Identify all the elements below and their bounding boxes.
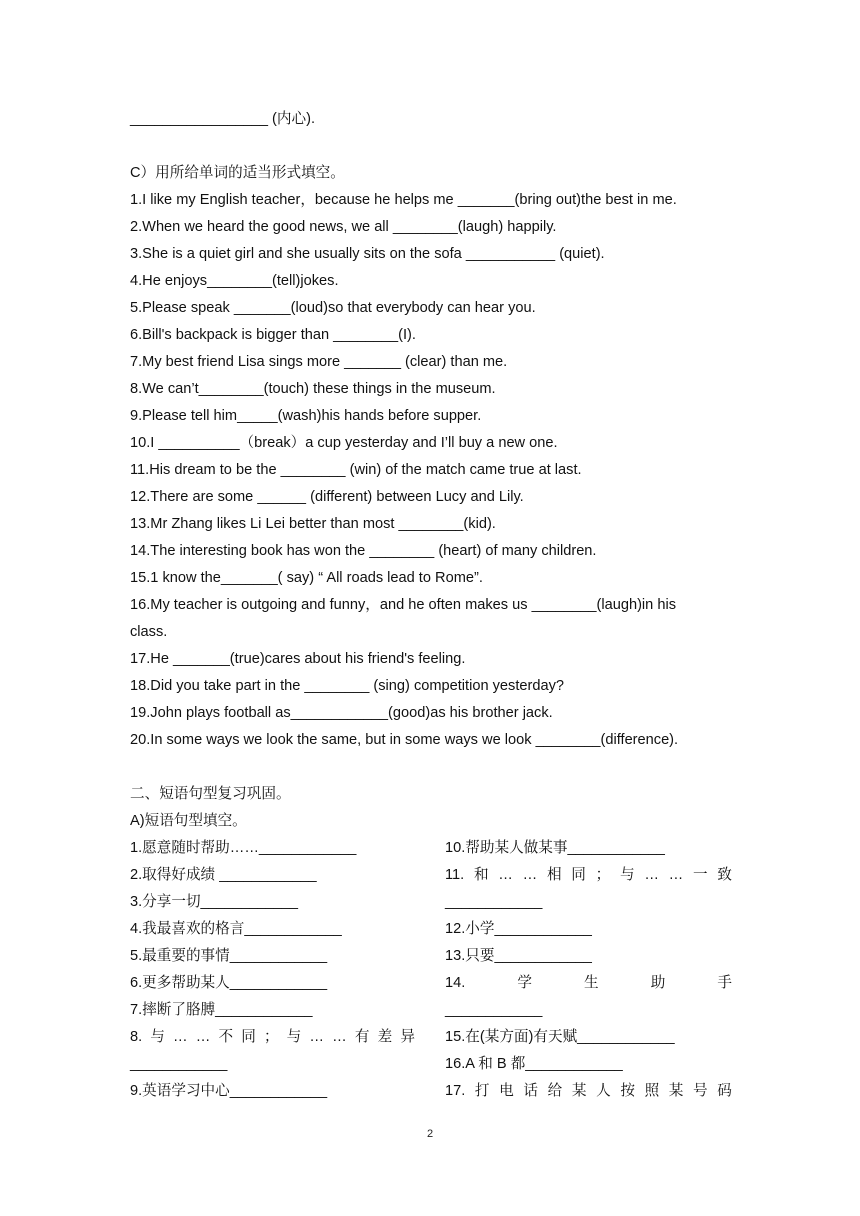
fill-item: 20.In some ways we look the same, but in some ways we look ________(difference).: [130, 732, 679, 748]
fill-item: 17.He _______(true)cares about his friend's feeling.: [130, 651, 466, 667]
phrase-item: 1.愿意随时帮助……____________: [130, 840, 357, 856]
spacer: [130, 133, 732, 160]
phrase-grid: [130, 835, 732, 1105]
phrase-item: 9.英语学习中心____________: [130, 1083, 328, 1099]
phrase-item: 7.摔断了胳膊____________: [130, 1002, 313, 1018]
fill-item: 11.His dream to be the ________ (win) of the match came true at last.: [130, 462, 582, 478]
phrase-item: 2.取得好成绩 ____________: [130, 867, 317, 883]
phrase-item: 16.A 和 B 都____________: [445, 1056, 623, 1072]
phrase-column-left: [130, 835, 445, 1105]
fill-item: 16.My teacher is outgoing and funny，and he often makes us ________(laugh)in his: [130, 597, 677, 613]
fill-item: 10.I __________（break）a cup yesterday and I’ll buy a new one.: [130, 435, 558, 451]
phrase-item: 3.分享一切____________: [130, 894, 298, 910]
phrase-item-11-blank: ____________: [445, 894, 543, 910]
fill-item: 2.When we heard the good news, we all ________(laugh) happily.: [130, 219, 557, 235]
fill-item: 1.I like my English teacher，because he helps me _______(bring out)the best in me.: [130, 192, 677, 208]
fill-item: 13.Mr Zhang likes Li Lei better than most ________(kid).: [130, 516, 496, 532]
fill-item: 19.John plays football as____________(good)as his brother jack.: [130, 705, 553, 721]
phrase-item: 12.小学____________: [445, 921, 592, 937]
fill-item: 6.Bill's backpack is bigger than ________(I).: [130, 327, 416, 343]
worksheet-content: [130, 106, 732, 1105]
section-c-title: C）用所给单词的适当形式填空。: [130, 165, 345, 181]
phrase-column-right: [445, 835, 732, 1105]
fill-item: 14.The interesting book has won the ________ (heart) of many children.: [130, 543, 597, 559]
page-number: 2: [426, 1128, 434, 1140]
phrase-item-11: 11. 和 … … 相 同 ； 与 … … 一 致: [445, 867, 732, 883]
phrase-item-14: 14. 学 生 助 手: [445, 975, 732, 991]
phrase-item: 10.帮助某人做某事____________: [445, 840, 665, 856]
phrase-item-8: 8. 与 … … 不 同 ； 与 … … 有 差 异: [130, 1029, 415, 1045]
phrase-item: 6.更多帮助某人____________: [130, 975, 328, 991]
phrase-item: 4.我最喜欢的格言____________: [130, 921, 342, 937]
spacer: [130, 754, 732, 781]
fill-item: 15.1 know the_______( say) “ All roads lead to Rome”.: [130, 570, 483, 586]
fill-in-list: [130, 187, 732, 754]
section-two-title: 二、短语句型复习巩固。: [130, 786, 291, 802]
section-a-title: A)短语句型填空。: [130, 813, 247, 829]
phrase-item-8-blank: ____________: [130, 1056, 228, 1072]
phrase-item-14-blank: ____________: [445, 1002, 543, 1018]
phrase-item: 13.只要____________: [445, 948, 592, 964]
fill-item: 9.Please tell him_____(wash)his hands before supper.: [130, 408, 482, 424]
top-fragment: _________________ (内心).: [130, 111, 315, 127]
fill-item: 7.My best friend Lisa sings more _______ (clear) than me.: [130, 354, 508, 370]
phrase-item: 15.在(某方面)有天赋____________: [445, 1029, 675, 1045]
fill-item: 3.She is a quiet girl and she usually sits on the sofa ___________ (quiet).: [130, 246, 605, 262]
fill-item: 4.He enjoys________(tell)jokes.: [130, 273, 339, 289]
fill-item: 18.Did you take part in the ________ (sing) competition yesterday?: [130, 678, 565, 694]
fill-item: 12.There are some ______ (different) between Lucy and Lily.: [130, 489, 524, 505]
fill-item: 5.Please speak _______(loud)so that everybody can hear you.: [130, 300, 536, 316]
phrase-item-17: 17. 打 电 话 给 某 人 按 照 某 号 码: [445, 1083, 732, 1099]
fill-item: 8.We can’t________(touch) these things in the museum.: [130, 381, 496, 397]
fill-item-continuation: class.: [130, 624, 168, 640]
phrase-item: 5.最重要的事情____________: [130, 948, 328, 964]
